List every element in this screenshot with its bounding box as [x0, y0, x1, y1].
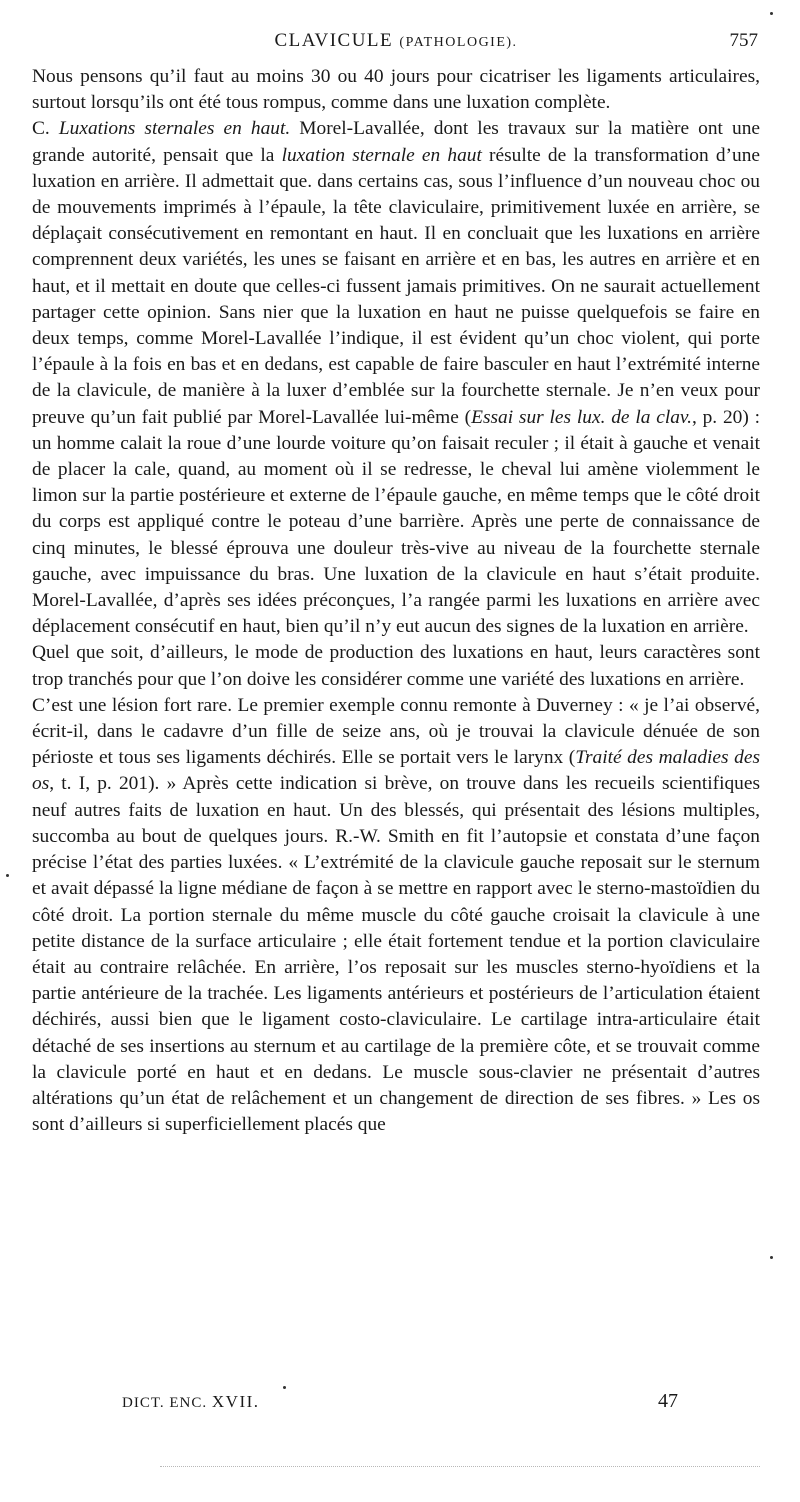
bleed-through-line	[160, 1466, 760, 1467]
ink-speck	[6, 874, 9, 877]
text-run: , p. 20) : un homme calait la roue d’une lourde voiture qu’on faisait reculer ; il était à gauche et venait de placer la cale, quand, au moment où il se redresse, le cheval lui amène violemment le limon sur la partie postérieure et externe de l’épaule gauche, en même temps que le côté droit du corps est appliqué contre le poteau d’une barrière. Après une perte de connaissance de cinq minutes, le blessé éprouva une douleur très-vive au niveau de la fourchette sternale gauche, avec impuissance du bras. Une luxation de la clavicule en haut s’était produite. Morel-Lavallée, d’après ses idées préconçues, l’a rangée parmi les luxations en arrière avec déplacement consécutif en haut, bien qu’il n’y eut aucun des signes de la luxation en arrière.	[32, 406, 760, 638]
italic-text: Essai sur les lux. de la clav.	[471, 406, 692, 428]
paragraph	[32, 640, 760, 692]
printer-signature	[122, 1392, 260, 1412]
italic-text: Luxations sternales en haut.	[58, 118, 291, 140]
page-number: 757	[729, 30, 758, 51]
text-run: , t. I, p. 201). » Après cette indication si brève, on trouve dans les recueils scientifiques neuf autres faits de luxation en haut. Un des blessés, qui présentait des lésions multiples, succomba au bout de quelques jours. R.-W. Smith en fit l’autopsie et constata d’une façon précise l’état des parties luxées. « L’extrémité de la clavicule gauche reposait sur le sternum et avait dépassé la ligne médiane de façon à se mettre en rapport avec le sterno-mastoïdien du côté droit. La portion sternale du même muscle du côté gauche croisait la clavicule à une petite distance de la surface articulaire ; elle était fortement tendue et la portion claviculaire était au contraire relâchée. En arrière, l’os reposait sur les muscles sterno-hyoïdiens et la partie antérieure de la trachée. Les ligaments antérieurs et postérieurs de l’articulation étaient déchirés, aussi bien que le ligament costo-claviculaire. Le cartilage intra-articulaire était détaché de ses insertions au sternum et au cartilage de la première côte, et se trouvait comme la clavicule porté en haut et en dedans. Le muscle sous-clavier ne présentait d’autres altérations qu’un état de relâchement et un changement de direction de ses fibres. » Les os sont d’ailleurs si superficiellement placés que	[32, 773, 760, 1136]
text-run: Nous pensons qu’il faut au moins 30 ou 40 jours pour cicatriser les ligaments articulaires, surtout lorsqu’ils ont été tous rompus, comme dans une luxation complète.	[32, 66, 760, 114]
running-title	[32, 30, 760, 52]
text-run: Morel-Lavallée, dont les travaux sur la matière ont une grande autorité, pensait que la	[32, 118, 760, 166]
ink-speck	[770, 12, 773, 15]
page-footer	[32, 1392, 760, 1418]
italic-text: Traité des maladies des os	[32, 747, 760, 795]
text-run: résulte de la transformation d’une luxation en arrière. Il admettait que. dans certains cas, sous l’influence d’un nouveau choc ou de mouvements imprimés à l’épaule, la tête claviculaire, primitivement luxée en arrière, se déplaçait consécutivement en remontant en haut. Il en concluait que les luxations en arrière comprennent deux variétés, les unes se faisant en arrière et en bas, les autres en arrière et en haut, et il mettait en doute que celles-ci fussent jamais primitives. On ne saurait actuellement partager cette opinion. Sans nier que la luxation en haut ne puisse quelquefois se faire en deux temps, comme Morel-Lavallée l’indique, il est évident qu’un choc violent, qui porte l’épaule à la fois en bas et en dedans, est capable de faire basculer en haut l’extrémité interne de la clavicule, de manière à la luxer d’emblée sur la fourchette sternale. Je n’en veux pour preuve qu’un fait publié par Morel-Lavallée lui-même (	[32, 144, 760, 428]
body-text	[32, 64, 760, 1138]
text-run: Quel que soit, d’ailleurs, le mode de production des luxations en haut, leurs caractères sont trop tranchés pour que l’on doive les considérer comme une variété des luxations en arrière.	[32, 642, 760, 690]
text-run: C.	[32, 118, 59, 140]
paragraph	[32, 116, 760, 640]
signature-number: 47	[658, 1390, 678, 1412]
running-head	[32, 30, 760, 56]
ink-speck	[770, 1256, 773, 1259]
paragraph	[32, 64, 760, 116]
running-title-main: CLAVICULE	[274, 30, 394, 51]
italic-text: luxation sternale en haut	[281, 144, 482, 166]
running-title-sub: (PATHOLOGIE).	[399, 35, 518, 50]
ink-speck	[283, 1386, 286, 1389]
signature-volume: XVII.	[211, 1392, 260, 1411]
paragraph	[32, 693, 760, 1138]
signature-text: DICT. ENC.	[122, 1395, 208, 1411]
text-run: C’est une lésion fort rare. Le premier exemple connu remonte à Duverney : « je l’ai observé, écrit-il, dans le cadavre d’un fille de seize ans, où je trouvai la clavicule dénuée de son périoste et tous ses ligaments déchirés. Elle se portait vers le larynx (	[32, 694, 760, 769]
